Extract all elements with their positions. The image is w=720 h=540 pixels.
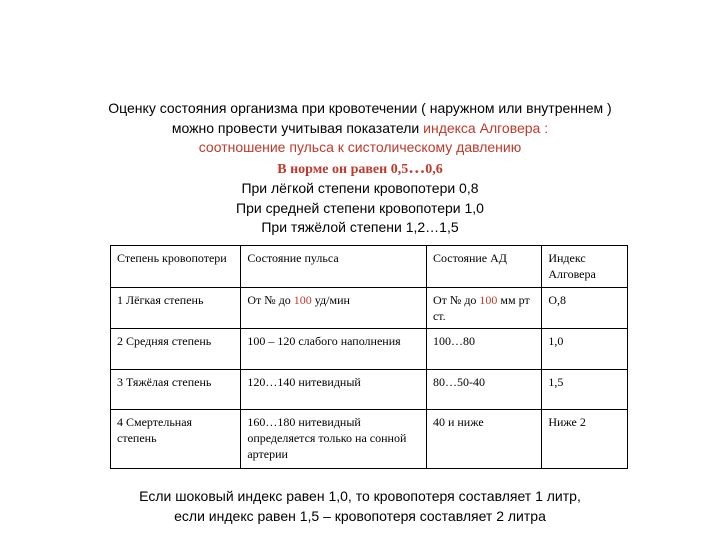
cell-degree: 2 Средняя степень (111, 329, 241, 370)
cell-degree: 3 Тяжёлая степень (111, 370, 241, 410)
pulse-pressure-ratio-highlight: соотношение пульса к систолическому давлению (198, 139, 522, 155)
header-bp: Состояние АД (426, 246, 541, 288)
norm-dots: … (408, 157, 426, 177)
summary-block (20, 486, 700, 526)
cell-bp: 100…80 (426, 329, 541, 370)
blood-loss-table (110, 245, 628, 469)
summary-line-1: Если шоковый индекс равен 1,0, то кровопотеря составляет 1 литр, (139, 488, 581, 504)
header-degree: Степень кровопотери (111, 246, 241, 288)
cell-pulse: 160…180 нитевидный определяется только на сонной артерии (241, 410, 427, 469)
cell-index: 1,0 (542, 329, 628, 370)
cell-degree: 4 Смертельная степень (111, 410, 241, 469)
pulse-prefix: От № до (247, 293, 294, 307)
algover-index-highlight: индекса Алговера : (423, 119, 549, 136)
table-row (111, 329, 628, 370)
intro-line-2 (20, 119, 700, 139)
bp-suffix: мм рт ст. (432, 293, 530, 323)
intro-line-1: Оценку состояния организма при кровотечении ( наружном или внутреннем ) (108, 100, 612, 116)
norm-text: В норме он равен 0,5 (277, 161, 409, 177)
cell-index: Ниже 2 (542, 410, 628, 469)
cell-bp (426, 288, 541, 329)
bp-prefix: От № до (432, 293, 480, 307)
bp-number: 100 (479, 293, 498, 307)
table-row (111, 288, 628, 329)
cell-index: 1,5 (542, 370, 628, 410)
cell-degree: 1 Лёгкая степень (111, 288, 241, 329)
mild-degree-line: При лёгкой степени кровопотери 0,8 (241, 180, 479, 196)
severe-degree-line: При тяжёлой степени 1,2…1,5 (261, 219, 459, 235)
norm-value-line (20, 158, 700, 180)
table-row (111, 410, 628, 469)
cell-pulse: 120…140 нитевидный (241, 370, 427, 410)
cell-pulse: 100 – 120 слабого наполнения (241, 329, 427, 370)
norm-end: 0,6 (425, 161, 443, 177)
cell-bp: 80…50-40 (426, 370, 541, 410)
summary-line-2: если индекс равен 1,5 – кровопотеря составляет 2 литра (174, 508, 546, 524)
intro-line-2-prefix: можно провести учитывая показатели (171, 119, 424, 136)
table-row (111, 370, 628, 410)
header-pulse: Состояние пульса (241, 246, 427, 288)
header-index: Индекс Алговера (542, 246, 628, 288)
cell-pulse (241, 288, 427, 329)
medium-degree-line: При средней степени кровопотери 1,0 (236, 199, 484, 216)
pulse-number: 100 (293, 293, 312, 307)
table-header-row (111, 246, 628, 288)
cell-index: О,8 (542, 288, 628, 329)
pulse-suffix: уд/мин (311, 293, 350, 307)
intro-block (20, 99, 700, 238)
cell-bp: 40 и ниже (426, 410, 541, 469)
